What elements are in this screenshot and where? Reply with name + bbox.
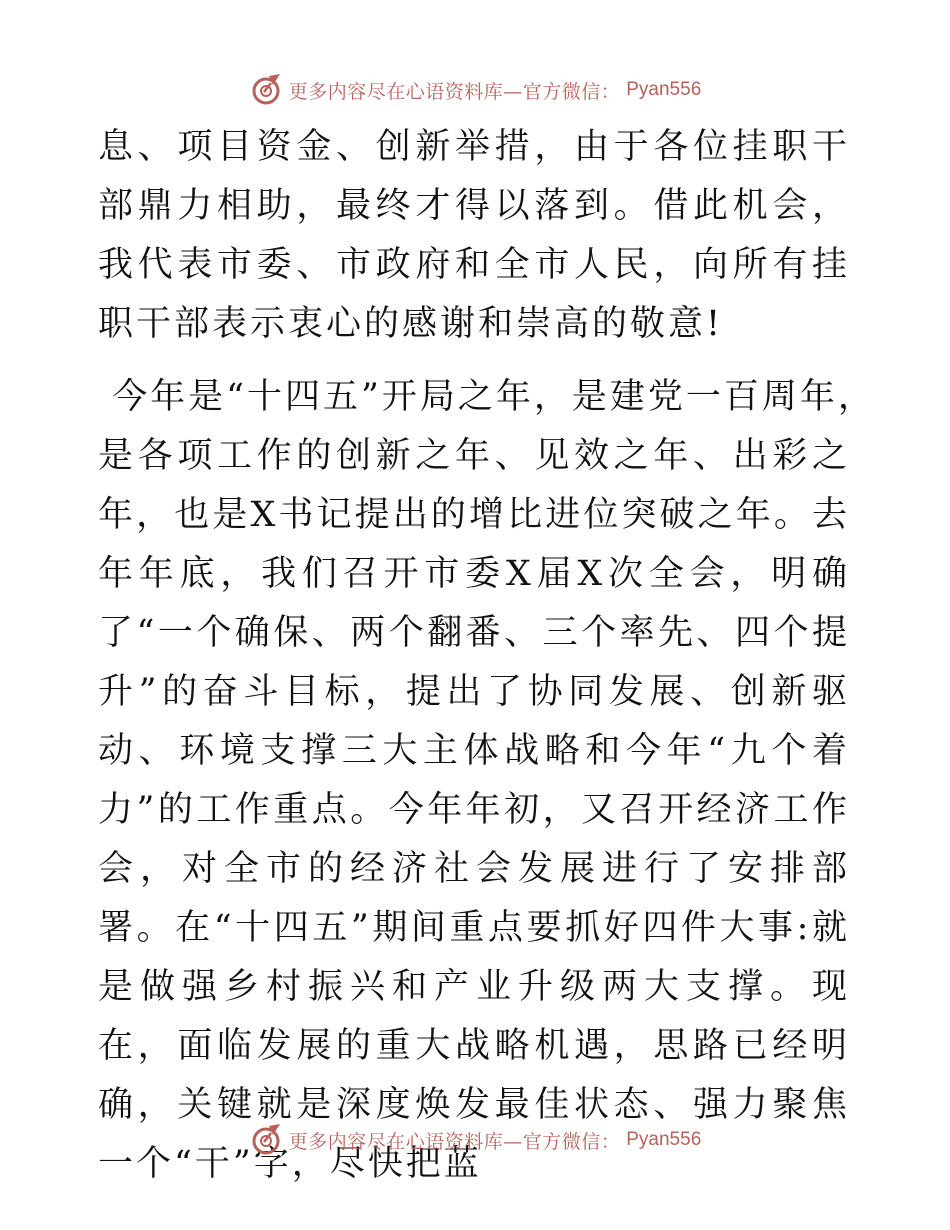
paragraph-2-body: 是各项工作的创新之年、见效之年、出彩之年，也是X书记提出的增比进位突破之年。去年年底，我们召开市委X届X次全会，明确了“一个确保、两个翻番、三个率先、四个提升”的奋斗目标，提出了协同发展、创新驱动、环境支撑三大主体战略和今年“九个着力”的工作重点。今年年初，又召开经济工作会，对全市的经济社会发展进行了安排部署。在“十四五”期间重点要抓好四件大事:就是做强乡村振兴和产业升级两大支撑。现在，面临发展的重大战略机遇，思路已经明确，关键就是深度焕发最佳状态、强力聚焦一个“干”字，尽快把蓝 — [98, 436, 850, 1184]
header-banner — [0, 70, 950, 110]
footer-banner-handle: Pyan556 — [626, 1129, 702, 1150]
document-body — [98, 118, 876, 1194]
header-banner-text: 更多内容尽在心语资料库—官方微信： — [288, 80, 621, 103]
footer-banner-text: 更多内容尽在心语资料库—官方微信： — [288, 1130, 621, 1153]
quill-pen-logo-icon — [249, 73, 283, 107]
paragraph-1: 息、项目资金、创新举措，由于各位挂职干部鼎力相助，最终才得以落到。借此机会，我代表市委、市政府和全市人民，向所有挂职干部表示衷心的感谢和崇高的敬意! — [98, 127, 850, 344]
paragraph-2-first-line: 今年是“十四五”开局之年，是建党一百周年， — [98, 377, 876, 417]
quill-pen-logo-icon — [249, 1123, 283, 1157]
footer-banner — [0, 1120, 950, 1160]
paragraph-2 — [98, 368, 876, 1194]
header-banner-handle: Pyan556 — [626, 79, 702, 100]
